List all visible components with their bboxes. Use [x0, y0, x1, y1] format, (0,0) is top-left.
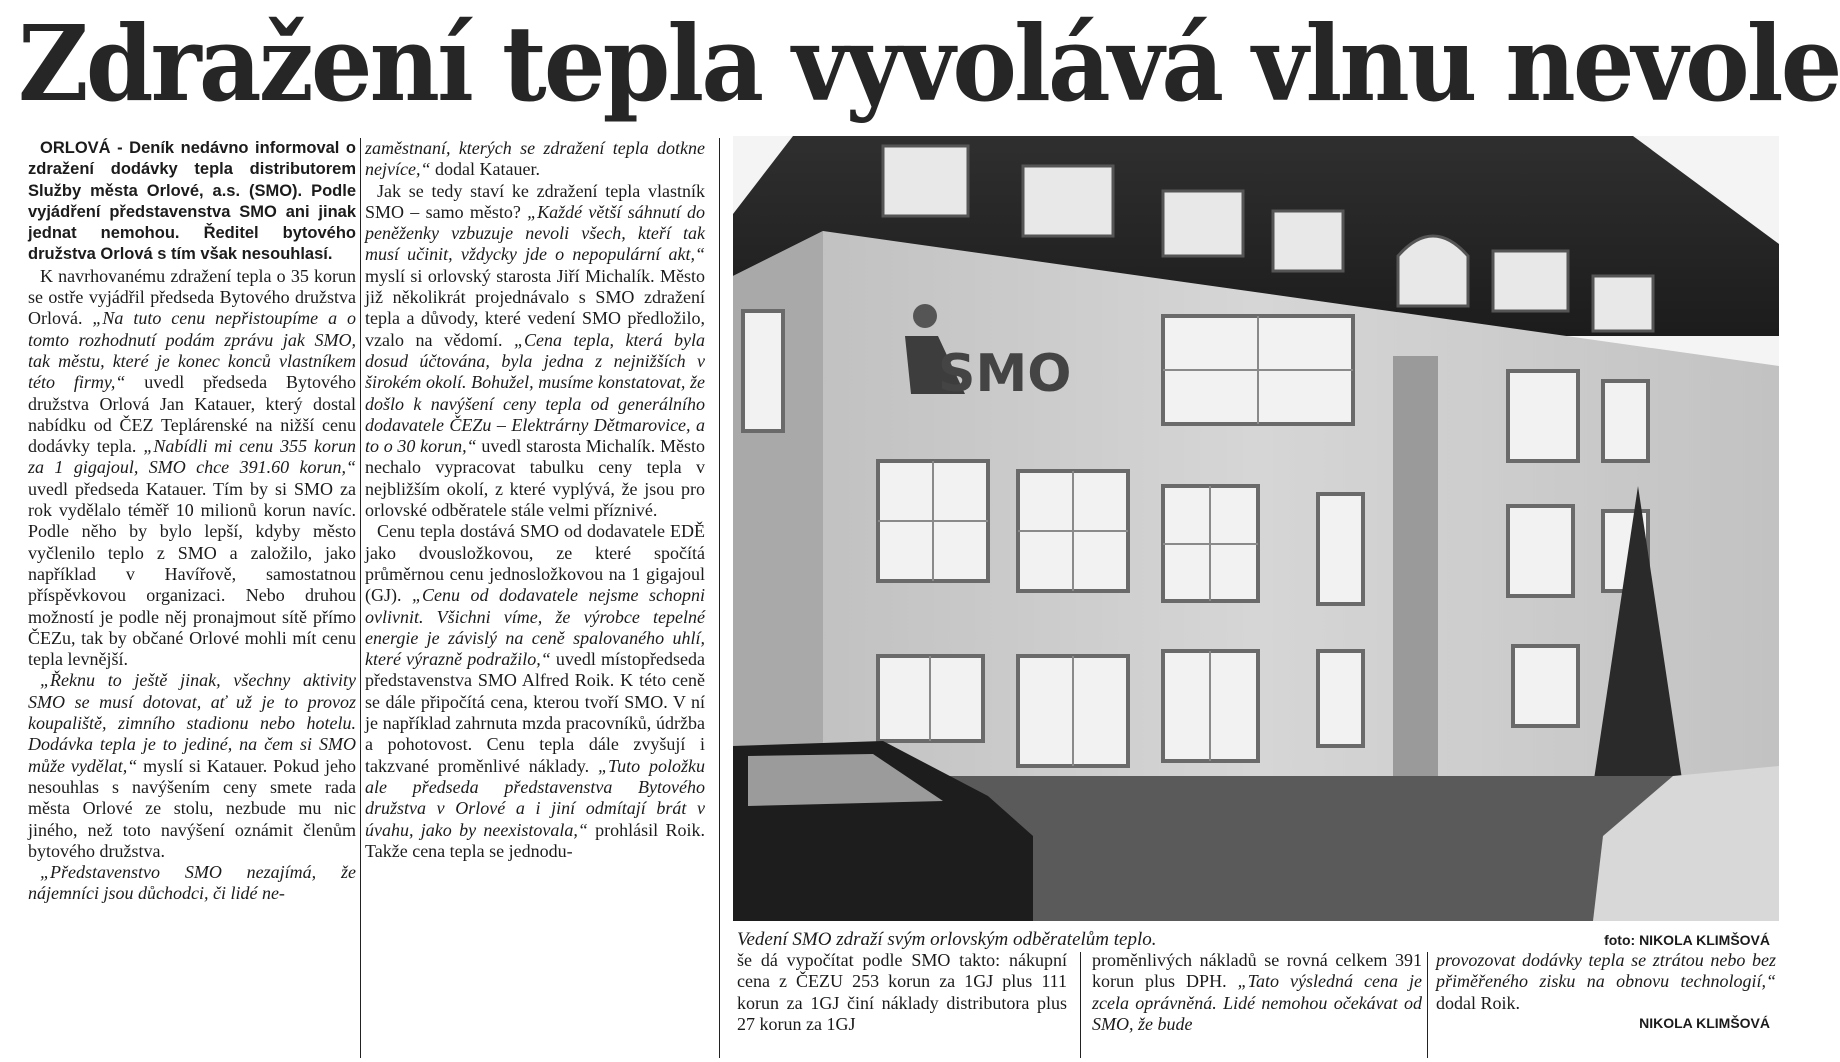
paragraph: Cenu tepla dostává SMO od dodavatele EDĚ jako dvousložkovou, ze které spočítá průměrnou cenu jednosložkovou na 1 gigajoul (GJ). „Cenu od dodavatele nejsme schopni ovlivnit. Všichni víme, že výrobce tepelné energie je závislý na ceně spalovaného uhlí, které výrazně podražilo,“ uvedl místopředseda představenstva SMO Alfred Roik. K této ceně se dále připočítá cena, kterou tvoří SMO. V ní je například zahrnuta mzda pracovníků, údržba a pohotovost. Cenu tepla dále zvyšují i takzvané proměnlivé náklady. „Tuto položku ale předseda představenstva Bytového družstva v Orlové a i jiní odmítají brát v úvahu, jako by neexistovala,“ prohlásil Roik. Takže cena tepla se jednodu-	[365, 521, 706, 861]
column-divider	[1427, 952, 1428, 1058]
paragraph: „Představenstvo SMO nezajímá, že nájemníci jsou důchodci, či lidé ne-	[28, 862, 356, 904]
paragraph: „Řeknu to ještě jinak, všechny aktivity SMO se musí dotovat, ať už je to provoz koupaliště, zimního stadionu nebo hotelu. Dodávka tepla je to jediné, na čem si SMO může vydělat,“ myslí si Katauer. Pokud jeho nesouhlas s navýšením ceny smete rada města Orlové ze stolu, nezbude mu nic jiného, než toto navýšení oznámit členům bytového družstva.	[28, 670, 356, 861]
article-column-4	[1092, 950, 1422, 1058]
paragraph: dodal Roik.	[1436, 992, 1520, 1013]
column-divider	[1080, 952, 1081, 1058]
sign-text: SMO	[938, 344, 1072, 404]
article-column-2	[365, 138, 705, 1058]
article-lead: ORLOVÁ - Deník nedávno informoval o zdražení dodávky tepla distributorem Služby města Orlové, a.s. (SMO). Podle vyjádření představenstva SMO ani jinak jednat nemohou. Ředitel bytového družstva Orlová s tím však nesouhlasí.	[28, 139, 356, 264]
photo-credit: foto: NIKOLA KLIMŠOVÁ	[1604, 932, 1770, 948]
paragraph: Jak se tedy staví ke zdražení tepla vlastník SMO – samo město? „Každé větší sáhnutí do peněženky vzbuzuje nevoli všech, kteří tak musí učinit, vždycky jde o nepopulární akt,“ myslí si orlovský starosta Jiří Michalík. Město již několikrát projednávalo s SMO zdražení tepla a důvody, které vedení SMO předložilo, vzalo na vědomí. „Cena tepla, která byla dosud účtována, byla jedna z nejnižších v širokém okolí. Bohužel, musíme konstatovat, že došlo k navýšení ceny tepla od generálního dodavatele ČEZu – Elektrárny Dětmarovice, a to o 30 korun,“ uvedl starosta Michalík. Město nechalo vypracovat tabulku ceny tepla v nejbližším okolí, z které vyplývá, že jsou pro orlovské odběratele stále velmi příznivé.	[365, 180, 705, 521]
paragraph: zaměstnaní, kterých se zdražení tepla dotkne nejvíce,“ dodal Katauer.	[365, 138, 705, 180]
paragraph: proměnlivých nákladů se rovná celkem 391 korun plus DPH.	[1092, 950, 1422, 992]
column-divider	[360, 138, 361, 1058]
article-column-3	[737, 950, 1067, 1058]
headline: Zdražení tepla vyvolává vlnu nevole	[18, 2, 1840, 125]
photo-caption: Vedení SMO zdraží svým orlovským odběratelům teplo.	[737, 929, 1157, 950]
author-signature: NIKOLA KLIMŠOVÁ	[1639, 1015, 1770, 1031]
quote: „Tato výsledná cena je zcela oprávněná. Lidé nemohou očekávat od SMO, že bude	[1092, 971, 1423, 1034]
paragraph: K navrhovanému zdražení tepla o 35 korun se ostře vyjádřil předseda Bytového družstva Orlová. „Na tuto cenu nepřistoupíme a o tomto rozhodnutí podám zprávu jak SMO, tak městu, které je konec konců vlastníkem této firmy,“ uvedl předseda Bytového družstva Orlová Jan Katauer, který dostal nabídku od ČEZ Teplárenské na nižší cenu dodávky tepla. „Nabídli mi cenu 355 korun za 1 gigajoul, SMO chce 391.60 korun,“ uvedl předseda Katauer. Tím by si SMO za rok vydělalo téměř 10 milionů korun navíc. Podle něho by bylo lepší, kdyby město vyčlenilo teplo z SMO a založilo, jako například v Havířově, samostatnou příspěvkovou organizaci. Nebo druhou možností je podle něj pronajmout sítě přímo ČEZu, tak by občané Orlové mohli mít cenu tepla levnější.	[28, 265, 356, 670]
building-photo	[733, 136, 1779, 921]
article-column-1	[28, 138, 356, 1058]
article-column-5	[1436, 950, 1776, 1016]
paragraph: še dá vypočítat podle SMO takto: nákupní cena z ČEZU 253 korun za 1GJ plus 111 korun za 1GJ činí náklady distributora plus 27 korun za 1GJ	[737, 950, 1067, 1034]
quote: provozovat dodávky tepla se ztrátou nebo bez přiměřeného zisku na obnovu technologií,“	[1436, 950, 1776, 992]
column-divider	[719, 138, 720, 1058]
